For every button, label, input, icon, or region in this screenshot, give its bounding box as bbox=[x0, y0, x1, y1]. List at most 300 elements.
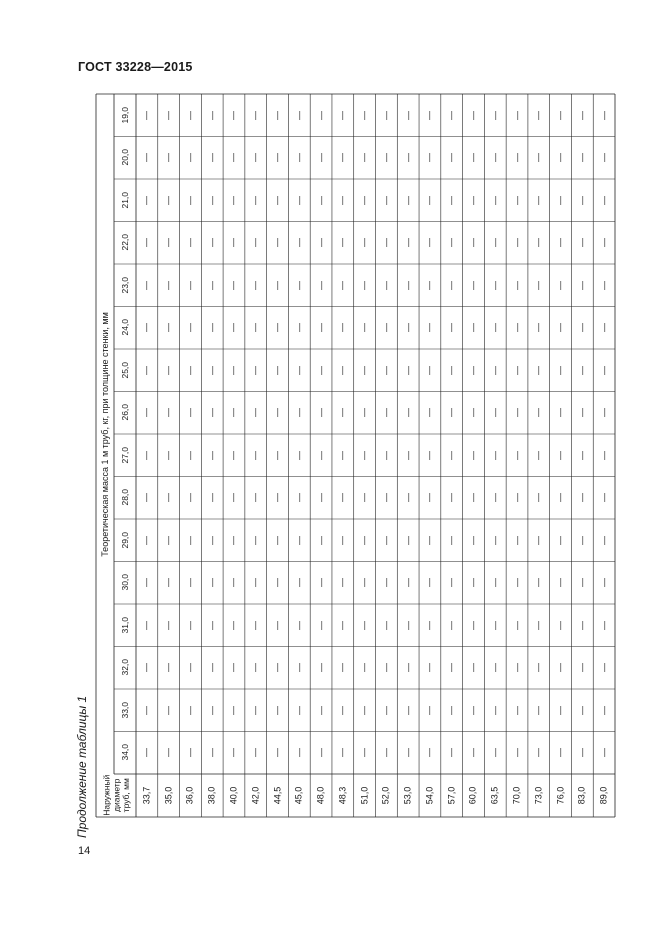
table-cell-dash: — bbox=[250, 450, 261, 460]
table-cell-dash: — bbox=[228, 323, 239, 333]
table-cell-dash: — bbox=[250, 195, 261, 205]
table-cell-dash: — bbox=[337, 493, 348, 503]
table-cell-dash: — bbox=[184, 195, 195, 205]
thickness-label: 21,0 bbox=[119, 191, 130, 209]
table-cell-dash: — bbox=[424, 535, 435, 545]
table-cell-dash: — bbox=[576, 153, 587, 163]
table-cell-dash: — bbox=[467, 195, 478, 205]
table-cell-dash: — bbox=[533, 578, 544, 588]
table-cell-dash: — bbox=[206, 280, 217, 290]
table-cell-dash: — bbox=[380, 450, 391, 460]
table-cell-dash: — bbox=[555, 323, 566, 333]
diameter-value: 54,0 bbox=[424, 786, 435, 805]
table-cell-dash: — bbox=[206, 493, 217, 503]
mass-column-header: Теоретическая масса 1 м труб, кг, при толщине стенки, мм bbox=[99, 311, 110, 557]
table-cell-dash: — bbox=[315, 238, 326, 248]
table-cell-dash: — bbox=[337, 578, 348, 588]
table-cell-dash: — bbox=[141, 705, 152, 715]
table-cell-dash: — bbox=[511, 450, 522, 460]
table-cell-dash: — bbox=[315, 365, 326, 375]
table-cell-dash: — bbox=[272, 110, 283, 120]
table-cell-dash: — bbox=[315, 280, 326, 290]
table-cell-dash: — bbox=[359, 705, 370, 715]
table-cell-dash: — bbox=[576, 195, 587, 205]
table-cell-dash: — bbox=[424, 578, 435, 588]
table-cell-dash: — bbox=[402, 280, 413, 290]
table-cell-dash: — bbox=[315, 748, 326, 758]
table-cell-dash: — bbox=[424, 493, 435, 503]
table-cell-dash: — bbox=[206, 238, 217, 248]
table-cell-dash: — bbox=[533, 748, 544, 758]
table-cell-dash: — bbox=[446, 620, 457, 630]
table-cell-dash: — bbox=[293, 578, 304, 588]
table-cell-dash: — bbox=[511, 535, 522, 545]
table-cell-dash: — bbox=[424, 450, 435, 460]
table-cell-dash: — bbox=[337, 110, 348, 120]
table-cell-dash: — bbox=[163, 365, 174, 375]
table-cell-dash: — bbox=[555, 450, 566, 460]
table-cell-dash: — bbox=[576, 705, 587, 715]
table-cell-dash: — bbox=[380, 578, 391, 588]
table-cell-dash: — bbox=[467, 110, 478, 120]
table-cell-dash: — bbox=[206, 153, 217, 163]
table-cell-dash: — bbox=[250, 578, 261, 588]
table-cell-dash: — bbox=[424, 663, 435, 673]
table-cell-dash: — bbox=[576, 280, 587, 290]
table-cell-dash: — bbox=[228, 493, 239, 503]
table-cell-dash: — bbox=[533, 705, 544, 715]
table-cell-dash: — bbox=[293, 365, 304, 375]
table-cell-dash: — bbox=[489, 620, 500, 630]
table-cell-dash: — bbox=[576, 578, 587, 588]
table-cell-dash: — bbox=[315, 323, 326, 333]
table-cell-dash: — bbox=[315, 705, 326, 715]
table-cell-dash: — bbox=[337, 748, 348, 758]
table-cell-dash: — bbox=[489, 110, 500, 120]
table-cell-dash: — bbox=[598, 110, 609, 120]
table-cell-dash: — bbox=[359, 195, 370, 205]
table-cell-dash: — bbox=[533, 663, 544, 673]
table-cell-dash: — bbox=[533, 323, 544, 333]
table-cell-dash: — bbox=[228, 408, 239, 418]
diameter-value: 38,0 bbox=[206, 786, 217, 805]
table-cell-dash: — bbox=[380, 493, 391, 503]
table-cell-dash: — bbox=[511, 153, 522, 163]
table-cell-dash: — bbox=[380, 110, 391, 120]
table-cell-dash: — bbox=[337, 620, 348, 630]
table-cell-dash: — bbox=[293, 280, 304, 290]
table-cell-dash: — bbox=[206, 323, 217, 333]
table-cell-dash: — bbox=[359, 620, 370, 630]
table-cell-dash: — bbox=[402, 365, 413, 375]
diameter-value: 63,5 bbox=[489, 786, 500, 805]
table-cell-dash: — bbox=[250, 408, 261, 418]
page-number: 14 bbox=[78, 845, 91, 857]
table-cell-dash: — bbox=[272, 620, 283, 630]
table-cell-dash: — bbox=[555, 493, 566, 503]
table-cell-dash: — bbox=[272, 408, 283, 418]
table-cell-dash: — bbox=[424, 620, 435, 630]
table-cell-dash: — bbox=[467, 450, 478, 460]
table-cell-dash: — bbox=[184, 535, 195, 545]
table-cell-dash: — bbox=[337, 153, 348, 163]
table-cell-dash: — bbox=[163, 408, 174, 418]
diameter-value: 35,0 bbox=[162, 786, 173, 805]
table-cell-dash: — bbox=[511, 110, 522, 120]
table-cell-dash: — bbox=[533, 365, 544, 375]
table-cell-dash: — bbox=[228, 450, 239, 460]
diameter-value: 36,0 bbox=[184, 786, 195, 805]
table-cell-dash: — bbox=[511, 323, 522, 333]
table-cell-dash: — bbox=[402, 578, 413, 588]
table-cell-dash: — bbox=[380, 153, 391, 163]
table-cell-dash: — bbox=[359, 578, 370, 588]
table-cell-dash: — bbox=[380, 238, 391, 248]
table-cell-dash: — bbox=[141, 195, 152, 205]
table-cell-dash: — bbox=[533, 238, 544, 248]
table-cell-dash: — bbox=[598, 450, 609, 460]
table-cell-dash: — bbox=[141, 663, 152, 673]
table-cell-dash: — bbox=[141, 493, 152, 503]
table-cell-dash: — bbox=[250, 748, 261, 758]
table-cell-dash: — bbox=[315, 620, 326, 630]
table-cell-dash: — bbox=[598, 195, 609, 205]
table-cell-dash: — bbox=[555, 110, 566, 120]
table-cell-dash: — bbox=[511, 408, 522, 418]
table-cell-dash: — bbox=[489, 323, 500, 333]
table-cell-dash: — bbox=[184, 323, 195, 333]
table-cell-dash: — bbox=[511, 663, 522, 673]
table-cell-dash: — bbox=[446, 748, 457, 758]
table-cell-dash: — bbox=[293, 620, 304, 630]
table-cell-dash: — bbox=[293, 238, 304, 248]
table-cell-dash: — bbox=[533, 535, 544, 545]
table-cell-dash: — bbox=[489, 663, 500, 673]
table-cell-dash: — bbox=[206, 705, 217, 715]
table-cell-dash: — bbox=[467, 620, 478, 630]
table-cell-dash: — bbox=[250, 663, 261, 673]
table-cell-dash: — bbox=[467, 535, 478, 545]
diameter-value: 52,0 bbox=[380, 786, 391, 805]
table-cell-dash: — bbox=[163, 748, 174, 758]
table-cell-dash: — bbox=[206, 748, 217, 758]
table-cell-dash: — bbox=[315, 450, 326, 460]
table-cell-dash: — bbox=[489, 748, 500, 758]
table-cell-dash: — bbox=[402, 408, 413, 418]
table-cell-dash: — bbox=[228, 748, 239, 758]
table-cell-dash: — bbox=[293, 663, 304, 673]
table-cell-dash: — bbox=[380, 535, 391, 545]
table-cell-dash: — bbox=[511, 578, 522, 588]
table-cell-dash: — bbox=[228, 663, 239, 673]
table-cell-dash: — bbox=[446, 195, 457, 205]
table-cell-dash: — bbox=[380, 663, 391, 673]
table-cell-dash: — bbox=[250, 238, 261, 248]
table-cell-dash: — bbox=[533, 450, 544, 460]
table-cell-dash: — bbox=[467, 365, 478, 375]
table-cell-dash: — bbox=[402, 705, 413, 715]
table-cell-dash: — bbox=[293, 195, 304, 205]
table-cell-dash: — bbox=[467, 578, 478, 588]
table-cell-dash: — bbox=[576, 110, 587, 120]
table-cell-dash: — bbox=[250, 110, 261, 120]
thickness-label: 29,0 bbox=[119, 531, 130, 549]
table-cell-dash: — bbox=[598, 323, 609, 333]
table-cell-dash: — bbox=[359, 323, 370, 333]
table-cell-dash: — bbox=[446, 238, 457, 248]
table-cell-dash: — bbox=[184, 238, 195, 248]
table-cell-dash: — bbox=[511, 748, 522, 758]
table-cell-dash: — bbox=[359, 110, 370, 120]
table-cell-dash: — bbox=[141, 238, 152, 248]
thickness-label: 20,0 bbox=[119, 149, 130, 166]
table-cell-dash: — bbox=[424, 153, 435, 163]
table-cell-dash: — bbox=[184, 748, 195, 758]
table-cell-dash: — bbox=[467, 748, 478, 758]
table-cell-dash: — bbox=[467, 280, 478, 290]
table-cell-dash: — bbox=[184, 663, 195, 673]
table-cell-dash: — bbox=[576, 493, 587, 503]
table-cell-dash: — bbox=[272, 238, 283, 248]
table-cell-dash: — bbox=[228, 280, 239, 290]
table-cell-dash: — bbox=[337, 450, 348, 460]
diameter-value: 83,0 bbox=[576, 786, 587, 805]
table-cell-dash: — bbox=[163, 195, 174, 205]
table-cell-dash: — bbox=[533, 408, 544, 418]
table-cell-dash: — bbox=[359, 238, 370, 248]
diameter-header-line: труб, мм bbox=[120, 778, 131, 813]
thickness-label: 25,0 bbox=[119, 361, 130, 379]
table-cell-dash: — bbox=[598, 578, 609, 588]
table-cell-dash: — bbox=[228, 705, 239, 715]
table-cell-dash: — bbox=[163, 323, 174, 333]
table-cell-dash: — bbox=[489, 195, 500, 205]
table-cell-dash: — bbox=[272, 280, 283, 290]
table-cell-dash: — bbox=[272, 365, 283, 375]
table-cell-dash: — bbox=[141, 748, 152, 758]
table-cell-dash: — bbox=[163, 153, 174, 163]
table-cell-dash: — bbox=[598, 280, 609, 290]
table-cell-dash: — bbox=[141, 323, 152, 333]
table-cell-dash: — bbox=[424, 323, 435, 333]
table-cell-dash: — bbox=[402, 238, 413, 248]
table-cell-dash: — bbox=[163, 110, 174, 120]
diameter-header-line: Наружный bbox=[100, 774, 111, 816]
table-cell-dash: — bbox=[402, 493, 413, 503]
table-cell-dash: — bbox=[359, 365, 370, 375]
table-cell-dash: — bbox=[555, 748, 566, 758]
table-cell-dash: — bbox=[489, 535, 500, 545]
table-cell-dash: — bbox=[359, 535, 370, 545]
table-cell-dash: — bbox=[402, 663, 413, 673]
table-cell-dash: — bbox=[293, 705, 304, 715]
table-cell-dash: — bbox=[576, 748, 587, 758]
diameter-value: 60,0 bbox=[467, 786, 478, 805]
table-cell-dash: — bbox=[380, 323, 391, 333]
table-cell-dash: — bbox=[163, 450, 174, 460]
table-cell-dash: — bbox=[272, 578, 283, 588]
table-cell-dash: — bbox=[184, 153, 195, 163]
table-cell-dash: — bbox=[446, 365, 457, 375]
table-cell-dash: — bbox=[206, 408, 217, 418]
table-cell-dash: — bbox=[359, 280, 370, 290]
table-cell-dash: — bbox=[555, 195, 566, 205]
table-cell-dash: — bbox=[141, 450, 152, 460]
table-cell-dash: — bbox=[141, 365, 152, 375]
table-cell-dash: — bbox=[359, 450, 370, 460]
thickness-label: 31,0 bbox=[119, 616, 130, 634]
table-cell-dash: — bbox=[359, 748, 370, 758]
table-cell-dash: — bbox=[598, 705, 609, 715]
diameter-value: 70,0 bbox=[511, 786, 522, 805]
table-cell-dash: — bbox=[576, 323, 587, 333]
table-cell-dash: — bbox=[272, 450, 283, 460]
thickness-label: 26,0 bbox=[119, 404, 130, 421]
table-cell-dash: — bbox=[184, 578, 195, 588]
table-cell-dash: — bbox=[402, 535, 413, 545]
table-cell-dash: — bbox=[402, 195, 413, 205]
table-cell-dash: — bbox=[489, 450, 500, 460]
table-cell-dash: — bbox=[206, 110, 217, 120]
diameter-value: 89,0 bbox=[598, 786, 609, 805]
table-cell-dash: — bbox=[206, 620, 217, 630]
table-cell-dash: — bbox=[489, 493, 500, 503]
table-cell-dash: — bbox=[467, 493, 478, 503]
diameter-value: 33,7 bbox=[141, 786, 152, 805]
table-cell-dash: — bbox=[163, 705, 174, 715]
thickness-label: 22,0 bbox=[119, 234, 130, 251]
table-cell-dash: — bbox=[315, 493, 326, 503]
table-cell-dash: — bbox=[533, 280, 544, 290]
table-cell-dash: — bbox=[206, 578, 217, 588]
table-cell-dash: — bbox=[163, 238, 174, 248]
table-cell-dash: — bbox=[337, 195, 348, 205]
table-cell-dash: — bbox=[467, 153, 478, 163]
table-cell-dash: — bbox=[511, 620, 522, 630]
table-cell-dash: — bbox=[380, 705, 391, 715]
table-cell-dash: — bbox=[402, 110, 413, 120]
table-cell-dash: — bbox=[576, 620, 587, 630]
table-cell-dash: — bbox=[467, 323, 478, 333]
table-cell-dash: — bbox=[424, 238, 435, 248]
table-cell-dash: — bbox=[206, 450, 217, 460]
table-cell-dash: — bbox=[402, 620, 413, 630]
table-cell-dash: — bbox=[598, 238, 609, 248]
table-cell-dash: — bbox=[402, 153, 413, 163]
table-cell-dash: — bbox=[337, 535, 348, 545]
table-cell-dash: — bbox=[446, 408, 457, 418]
table-cell-dash: — bbox=[533, 195, 544, 205]
table-cell-dash: — bbox=[598, 408, 609, 418]
table-cell-dash: — bbox=[402, 748, 413, 758]
table-cell-dash: — bbox=[184, 450, 195, 460]
table-cell-dash: — bbox=[359, 493, 370, 503]
table-cell-dash: — bbox=[184, 280, 195, 290]
table-cell-dash: — bbox=[359, 408, 370, 418]
table-cell-dash: — bbox=[446, 705, 457, 715]
table-caption: Продолжение таблицы 1 bbox=[75, 695, 89, 838]
table-cell-dash: — bbox=[598, 365, 609, 375]
table-cell-dash: — bbox=[598, 663, 609, 673]
table-cell-dash: — bbox=[272, 748, 283, 758]
table-cell-dash: — bbox=[206, 663, 217, 673]
diameter-value: 42,0 bbox=[250, 786, 261, 805]
table-cell-dash: — bbox=[598, 748, 609, 758]
table-cell-dash: — bbox=[446, 578, 457, 588]
table-cell-dash: — bbox=[315, 110, 326, 120]
table-cell-dash: — bbox=[576, 535, 587, 545]
table-cell-dash: — bbox=[598, 153, 609, 163]
table-cell-dash: — bbox=[228, 110, 239, 120]
table-cell-dash: — bbox=[337, 280, 348, 290]
table-cell-dash: — bbox=[250, 365, 261, 375]
table-cell-dash: — bbox=[206, 195, 217, 205]
table-cell-dash: — bbox=[272, 195, 283, 205]
table-cell-dash: — bbox=[511, 365, 522, 375]
table-cell-dash: — bbox=[293, 493, 304, 503]
table-cell-dash: — bbox=[533, 493, 544, 503]
table-cell-dash: — bbox=[555, 153, 566, 163]
table-cell-dash: — bbox=[163, 493, 174, 503]
table-cell-dash: — bbox=[511, 238, 522, 248]
table-cell-dash: — bbox=[489, 280, 500, 290]
table-cell-dash: — bbox=[424, 195, 435, 205]
table-cell-dash: — bbox=[250, 323, 261, 333]
table-cell-dash: — bbox=[163, 663, 174, 673]
thickness-label: 33,0 bbox=[119, 701, 130, 719]
table-cell-dash: — bbox=[293, 323, 304, 333]
table-cell-dash: — bbox=[228, 620, 239, 630]
table-cell-dash: — bbox=[141, 578, 152, 588]
table-cell-dash: — bbox=[424, 280, 435, 290]
table-cell-dash: — bbox=[489, 238, 500, 248]
table-cell-dash: — bbox=[446, 110, 457, 120]
table-cell-dash: — bbox=[511, 280, 522, 290]
table-cell-dash: — bbox=[446, 153, 457, 163]
table-cell-dash: — bbox=[511, 195, 522, 205]
table-cell-dash: — bbox=[489, 408, 500, 418]
table-cell-dash: — bbox=[184, 705, 195, 715]
table-cell-dash: — bbox=[555, 535, 566, 545]
table-cell-dash: — bbox=[184, 110, 195, 120]
table-cell-dash: — bbox=[293, 153, 304, 163]
table-cell-dash: — bbox=[163, 280, 174, 290]
diameter-value: 45,0 bbox=[293, 786, 304, 805]
table-cell-dash: — bbox=[489, 365, 500, 375]
table-cell-dash: — bbox=[380, 748, 391, 758]
table-cell-dash: — bbox=[380, 280, 391, 290]
table-cell-dash: — bbox=[467, 663, 478, 673]
table-cell-dash: — bbox=[272, 493, 283, 503]
table-cell-dash: — bbox=[250, 705, 261, 715]
table-cell-dash: — bbox=[555, 280, 566, 290]
table-cell-dash: — bbox=[337, 323, 348, 333]
table-cell-dash: — bbox=[315, 535, 326, 545]
table-cell-dash: — bbox=[533, 110, 544, 120]
table-cell-dash: — bbox=[380, 365, 391, 375]
table-cell-dash: — bbox=[489, 578, 500, 588]
table-cell-dash: — bbox=[511, 493, 522, 503]
table-cell-dash: — bbox=[555, 578, 566, 588]
table-cell-dash: — bbox=[163, 535, 174, 545]
table-cell-dash: — bbox=[380, 195, 391, 205]
table-cell-dash: — bbox=[576, 408, 587, 418]
table-cell-dash: — bbox=[141, 280, 152, 290]
table-cell-dash: — bbox=[293, 110, 304, 120]
table-cell-dash: — bbox=[293, 748, 304, 758]
table-cell-dash: — bbox=[576, 663, 587, 673]
table-cell-dash: — bbox=[228, 365, 239, 375]
